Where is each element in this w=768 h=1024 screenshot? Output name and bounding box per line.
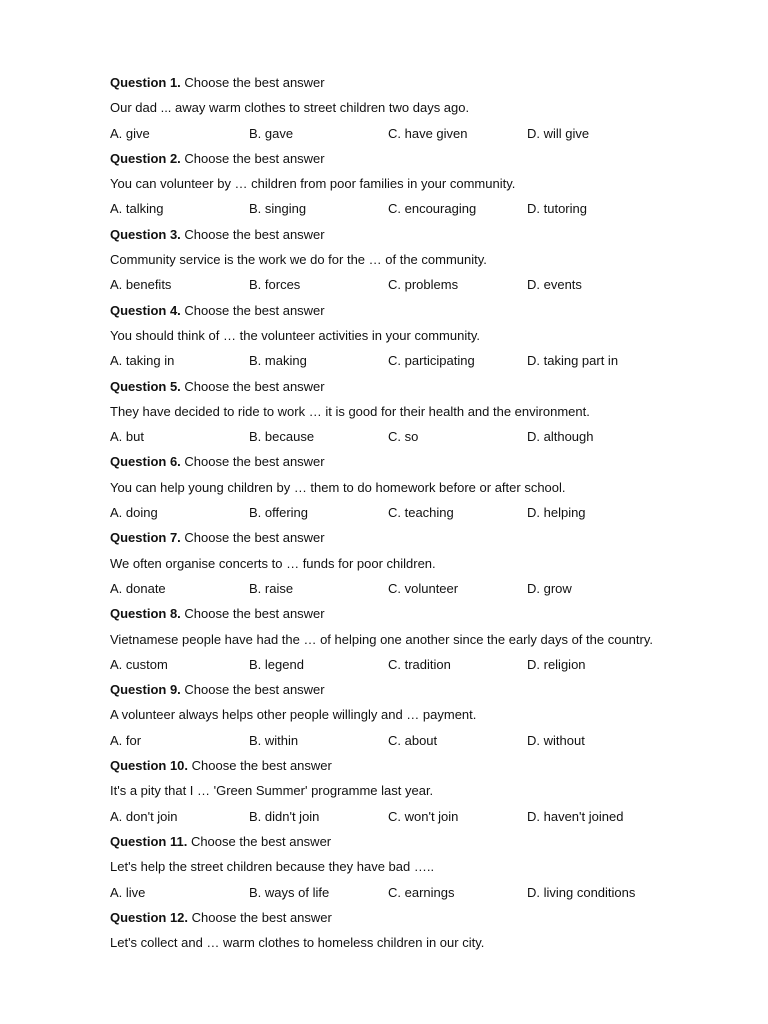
question-header — [110, 74, 710, 99]
answer-option-d[interactable]: D. living conditions — [527, 884, 636, 900]
question-instruction: Choose the best answer — [184, 302, 325, 318]
question-instruction: Choose the best answer — [184, 150, 325, 166]
answer-option-c[interactable]: C. so — [388, 429, 419, 445]
answer-option-a[interactable]: A. doing — [110, 505, 158, 521]
answer-option-a[interactable]: A. live — [110, 884, 146, 900]
question-stem: Vietnamese people have had the … of helping one another since the early days of the country. — [110, 631, 653, 647]
question-stem: It's a pity that I … 'Green Summer' programme last year. — [110, 783, 434, 799]
answer-option-b[interactable]: B. gave — [249, 125, 294, 141]
answer-option-b[interactable]: B. ways of life — [249, 884, 330, 900]
answer-options — [110, 732, 710, 757]
question-header — [110, 681, 710, 706]
question-number: Question 12. — [110, 909, 189, 925]
question-block — [110, 453, 710, 529]
answer-option-d[interactable]: D. although — [527, 429, 594, 445]
question-block — [110, 74, 710, 150]
answer-option-c[interactable]: C. volunteer — [388, 580, 459, 596]
question-instruction: Choose the best answer — [184, 454, 325, 470]
question-number: Question 8. — [110, 606, 181, 622]
question-list — [110, 74, 710, 959]
answer-option-b[interactable]: B. making — [249, 353, 307, 369]
question-header — [110, 529, 710, 554]
question-number: Question 6. — [110, 454, 181, 470]
answer-options — [110, 125, 710, 150]
answer-options — [110, 504, 710, 529]
answer-option-a[interactable]: A. give — [110, 125, 150, 141]
answer-options — [110, 808, 710, 833]
answer-option-b[interactable]: B. raise — [249, 580, 294, 596]
question-stem: We often organise concerts to … funds for poor children. — [110, 555, 436, 571]
answer-option-b[interactable]: B. forces — [249, 277, 301, 293]
question-block — [110, 226, 710, 302]
answer-option-d[interactable]: D. taking part in — [527, 353, 619, 369]
question-block — [110, 529, 710, 605]
question-number: Question 11. — [110, 833, 188, 849]
answer-options — [110, 656, 710, 681]
answer-option-d[interactable]: D. will give — [527, 125, 590, 141]
question-number: Question 1. — [110, 75, 181, 90]
answer-option-d[interactable]: D. tutoring — [527, 201, 587, 217]
question-instruction: Choose the best answer — [191, 758, 332, 774]
answer-option-c[interactable]: C. encouraging — [388, 201, 477, 217]
answer-options — [110, 352, 710, 377]
answer-option-c[interactable]: C. about — [388, 732, 438, 748]
question-block — [110, 605, 710, 681]
question-stem: Let's help the street children because they have bad ….. — [110, 859, 435, 875]
answer-option-d[interactable]: D. events — [527, 277, 582, 293]
question-block — [110, 302, 710, 378]
question-instruction: Choose the best answer — [191, 909, 332, 925]
answer-option-a[interactable]: A. benefits — [110, 277, 172, 293]
answer-option-c[interactable]: C. have given — [388, 125, 468, 141]
question-instruction: Choose the best answer — [184, 606, 325, 622]
question-header — [110, 909, 710, 934]
question-number: Question 2. — [110, 150, 181, 166]
answer-option-d[interactable]: D. helping — [527, 505, 586, 521]
answer-option-d[interactable]: D. grow — [527, 580, 572, 596]
question-header — [110, 833, 710, 858]
answer-option-a[interactable]: A. custom — [110, 656, 168, 672]
question-stem: Our dad ... away warm clothes to street children two days ago. — [110, 100, 470, 116]
answer-option-a[interactable]: A. but — [110, 429, 144, 445]
question-header — [110, 453, 710, 478]
question-block — [110, 681, 710, 757]
answer-option-c[interactable]: C. participating — [388, 353, 475, 369]
answer-option-a[interactable]: A. taking in — [110, 353, 175, 369]
answer-option-d[interactable]: D. haven't joined — [527, 808, 624, 824]
question-header — [110, 605, 710, 630]
question-header — [110, 302, 710, 327]
answer-option-b[interactable]: B. because — [249, 429, 315, 445]
answer-option-b[interactable]: B. didn't join — [249, 808, 320, 824]
question-stem: Let's collect and … warm clothes to homeless children in our city. — [110, 935, 485, 951]
question-block — [110, 150, 710, 226]
question-block — [110, 833, 710, 909]
answer-options — [110, 884, 710, 909]
question-block — [110, 378, 710, 454]
answer-option-c[interactable]: C. teaching — [388, 505, 454, 521]
answer-option-c[interactable]: C. earnings — [388, 884, 455, 900]
question-instruction: Choose the best answer — [184, 530, 325, 546]
answer-options — [110, 428, 710, 453]
question-header — [110, 757, 710, 782]
question-instruction: Choose the best answer — [184, 682, 325, 698]
question-number: Question 10. — [110, 758, 189, 774]
answer-options — [110, 276, 710, 301]
answer-option-a[interactable]: A. for — [110, 732, 142, 748]
question-header — [110, 226, 710, 251]
answer-option-a[interactable]: A. donate — [110, 580, 166, 596]
question-stem: You should think of … the volunteer activities in your community. — [110, 327, 480, 343]
answer-option-b[interactable]: B. singing — [249, 201, 307, 217]
question-instruction: Choose the best answer — [184, 75, 325, 90]
answer-option-a[interactable]: A. talking — [110, 201, 164, 217]
answer-option-a[interactable]: A. don't join — [110, 808, 178, 824]
question-number: Question 9. — [110, 682, 181, 698]
question-number: Question 5. — [110, 378, 181, 394]
answer-option-b[interactable]: B. offering — [249, 505, 309, 521]
answer-option-d[interactable]: D. without — [527, 732, 585, 748]
question-instruction: Choose the best answer — [190, 833, 332, 849]
question-stem: A volunteer always helps other people willingly and … payment. — [110, 707, 477, 723]
answer-option-c[interactable]: C. problems — [388, 277, 459, 293]
answer-options — [110, 580, 710, 605]
answer-option-c[interactable]: C. won't join — [388, 808, 459, 824]
question-block — [110, 757, 710, 833]
question-instruction: Choose the best answer — [184, 226, 325, 242]
answer-option-b[interactable]: B. legend — [249, 656, 304, 672]
question-number: Question 4. — [110, 302, 181, 318]
question-header — [110, 378, 710, 403]
question-number: Question 3. — [110, 226, 181, 242]
answer-option-c[interactable]: C. tradition — [388, 656, 451, 672]
answer-option-b[interactable]: B. within — [249, 732, 299, 748]
answer-options — [110, 200, 710, 225]
question-stem: You can volunteer by … children from poor families in your community. — [110, 176, 516, 192]
question-block — [110, 909, 710, 960]
question-instruction: Choose the best answer — [184, 378, 325, 394]
question-number: Question 7. — [110, 530, 181, 546]
question-stem: They have decided to ride to work … it is good for their health and the environment. — [110, 403, 590, 419]
answer-option-d[interactable]: D. religion — [527, 656, 586, 672]
question-stem: You can help young children by … them to do homework before or after school. — [110, 479, 566, 495]
question-stem: Community service is the work we do for the … of the community. — [110, 252, 487, 268]
question-header — [110, 150, 710, 175]
